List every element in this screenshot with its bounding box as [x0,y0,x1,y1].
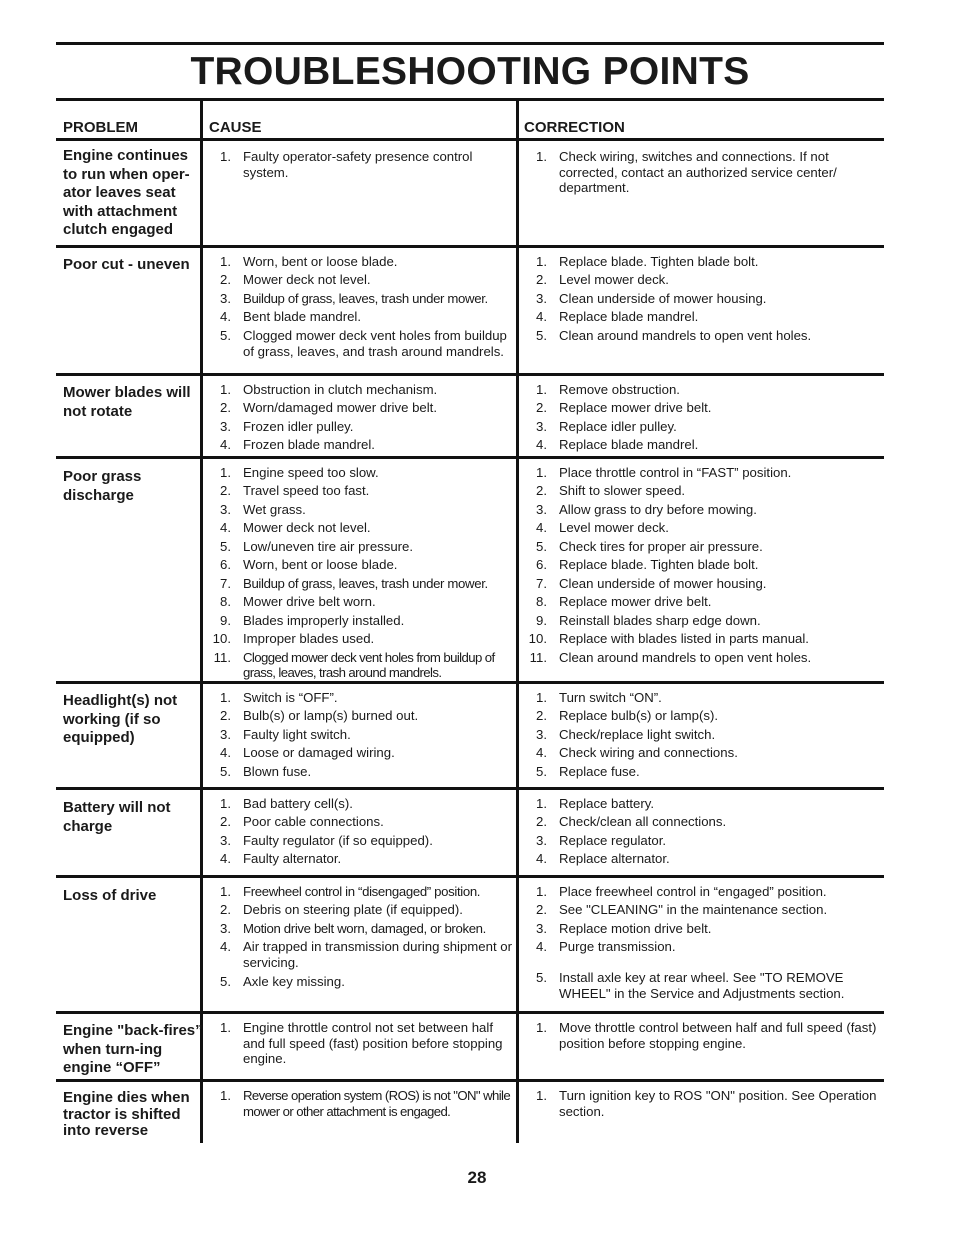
troubleshooting-row [56,875,884,1014]
cause-item: 9. Blades improperly installed. [220,612,405,628]
cause-item: 2. Poor cable connections. [220,814,384,830]
cause-list [209,382,513,456]
cause-list [209,1088,513,1122]
correction-item: 5. Replace fuse. [536,763,640,779]
cause-item: 1. Engine speed too slow. [220,465,379,480]
troubleshooting-row [56,138,884,247]
cause-item: 1. Reverse operation system (ROS) is not "ON" while mower or other attachment is engaged. [220,1088,511,1119]
correction-item: 2. Check/clean all connections. [536,814,727,830]
cause-item: 7. Buildup of grass, leaves, trash under mower. [220,575,488,591]
correction-item: 5. Clean around mandrels to open vent holes. [536,327,812,343]
header-correction: CORRECTION [524,119,625,136]
correction-item: 2. Replace bulb(s) or lamp(s). [536,708,719,724]
correction-item: 4. Level mower deck. [536,520,669,536]
correction-list [525,1088,877,1122]
cause-item: 2. Mower deck not level. [220,272,371,288]
problem-text: Headlight(s) not working (if so equipped) [63,692,178,747]
cause-item: 1. Worn, bent or loose blade. [220,254,398,269]
correction-item: 2. See "CLEANING" in the maintenance section. [536,902,828,918]
correction-list [525,254,877,346]
correction-item: 3. Replace idler pulley. [536,418,677,434]
correction-item: 3. Clean underside of mower housing. [536,290,767,306]
cause-item: 3. Faulty light switch. [220,726,351,742]
cause-item: 2. Travel speed too fast. [220,483,370,499]
correction-item: 1. Turn switch “ON”. [536,690,662,705]
correction-list [525,884,877,1004]
cause-item: 3. Frozen idler pulley. [220,418,354,434]
cause-item: 4. Loose or damaged wiring. [220,745,395,761]
cause-item: 4. Bent blade mandrel. [220,309,362,325]
cause-item: 10. Improper blades used. [212,631,375,647]
cause-item: 6. Worn, bent or loose blade. [220,557,398,573]
cause-item: 5. Axle key missing. [220,973,345,989]
correction-item: 1. Remove obstruction. [536,382,680,397]
cause-item: 3. Faulty regulator (if so equipped). [220,832,433,848]
cause-item: 4. Mower deck not level. [220,520,371,536]
troubleshooting-row [56,1011,884,1081]
cause-item: 2. Worn/damaged mower drive belt. [220,400,437,416]
problem-text: Poor grass discharge [63,468,142,504]
cause-item: 11. Clogged mower deck vent holes from buildup of grass, leaves, trash around mandrels. [213,649,495,681]
cause-item: 3. Motion drive belt worn, damaged, or broken. [220,920,486,936]
cause-item: 1. Switch is “OFF”. [220,690,338,705]
troubleshooting-row [56,681,884,789]
cause-list [209,254,513,362]
correction-list [525,796,877,870]
correction-item: 6. Replace blade. Tighten blade bolt. [536,557,759,573]
cause-list [209,149,513,183]
correction-item: 2. Replace mower drive belt. [536,400,712,416]
correction-item: 1. Replace blade. Tighten blade bolt. [536,254,759,269]
cause-item: 1. Faulty operator-safety presence control system. [220,149,473,180]
correction-item: 5. Install axle key at rear wheel. See "TO REMOVE WHEEL" in the Service and Adjustments section. [536,969,845,1001]
cause-item: 4. Air trapped in transmission during shipment or servicing. [220,939,513,971]
correction-item: 9. Reinstall blades sharp edge down. [536,612,761,628]
header-cause: CAUSE [209,119,262,136]
cause-item: 4. Frozen blade mandrel. [220,437,375,453]
cause-item: 1. Freewheel control in “disengaged” position. [220,884,481,899]
troubleshooting-row [56,245,884,375]
top-rule [56,42,884,45]
troubleshooting-row [56,373,884,458]
troubleshooting-row [56,1079,884,1146]
cause-item: 2. Bulb(s) or lamp(s) burned out. [220,708,419,724]
correction-item: 4. Replace blade mandrel. [536,437,699,453]
problem-text: Mower blades will not rotate [63,384,191,420]
cause-list [209,1020,513,1070]
troubleshooting-row [56,456,884,684]
correction-item: 1. Turn ignition key to ROS "ON" position. See Operation section. [536,1088,877,1119]
cause-item: 2. Debris on steering plate (if equipped). [220,902,463,918]
cause-list [209,884,513,992]
correction-item: 4. Check wiring and connections. [536,745,738,761]
correction-item: 1. Replace battery. [536,796,655,811]
problem-text: Engine dies when tractor is shifted into reverse [63,1089,190,1139]
cause-item: 5. Blown fuse. [220,763,312,779]
problem-text: Poor cut - uneven [63,256,190,273]
problem-text: Battery will not charge [63,799,171,835]
spacer [525,958,877,970]
correction-item: 4. Replace alternator. [536,851,670,867]
correction-item: 3. Allow grass to dry before mowing. [536,501,757,517]
correction-list [525,690,877,782]
correction-item: 4. Replace blade mandrel. [536,309,699,325]
cause-item: 5. Clogged mower deck vent holes from buildup of grass, leaves, and trash around mandrels. [220,327,507,359]
cause-list [209,690,513,782]
page-number: 28 [467,1168,487,1187]
cause-item: 1. Engine throttle control not set between half and full speed (fast) position before stopping engine. [220,1020,503,1067]
correction-item: 1. Check wiring, switches and connections. If not corrected, contact an authorized service center/ department. [536,149,837,196]
correction-item: 4. Purge transmission. [536,939,676,955]
cause-item: 4. Faulty alternator. [220,851,342,867]
correction-item: 3. Replace regulator. [536,832,667,848]
correction-list [525,382,877,456]
correction-item: 5. Check tires for proper air pressure. [536,538,763,554]
correction-item: 2. Shift to slower speed. [536,483,686,499]
correction-item: 2. Level mower deck. [536,272,669,288]
problem-text: Loss of drive [63,887,157,904]
correction-item: 3. Replace motion drive belt. [536,920,712,936]
cause-item: 8. Mower drive belt worn. [220,594,376,610]
correction-item: 10. Replace with blades listed in parts manual. [528,631,809,647]
header-problem: PROBLEM [63,119,138,136]
cause-item: 3. Buildup of grass, leaves, trash under mower. [220,290,488,306]
correction-list [525,1020,877,1054]
cause-item: 5. Low/uneven tire air pressure. [220,538,414,554]
correction-item: 11. Clean around mandrels to open vent holes. [529,649,812,665]
correction-list [525,149,877,199]
cause-item: 1. Bad battery cell(s). [220,796,353,811]
correction-list [525,465,877,668]
problem-text: Engine continues to run when oper-ator leaves seat with attachment clutch engaged [63,147,190,239]
cause-item: 1. Obstruction in clutch mechanism. [220,382,438,397]
cause-item: 3. Wet grass. [220,501,306,517]
correction-item: 1. Place throttle control in “FAST” position. [536,465,792,480]
cause-list [209,465,513,684]
title-rule [56,98,884,101]
correction-item: 3. Check/replace light switch. [536,726,716,742]
cause-list [209,796,513,870]
correction-item: 7. Clean underside of mower housing. [536,575,767,591]
page-title: TROUBLESHOOTING POINTS [190,50,750,93]
correction-item: 8. Replace mower drive belt. [536,594,712,610]
correction-item: 1. Place freewheel control in “engaged” position. [536,884,827,899]
problem-text: Engine "back-fires” when turn-ing engine “OFF” [63,1022,203,1077]
troubleshooting-row [56,787,884,878]
correction-item: 1. Move throttle control between half and full speed (fast) position before stopping engine. [536,1020,877,1051]
